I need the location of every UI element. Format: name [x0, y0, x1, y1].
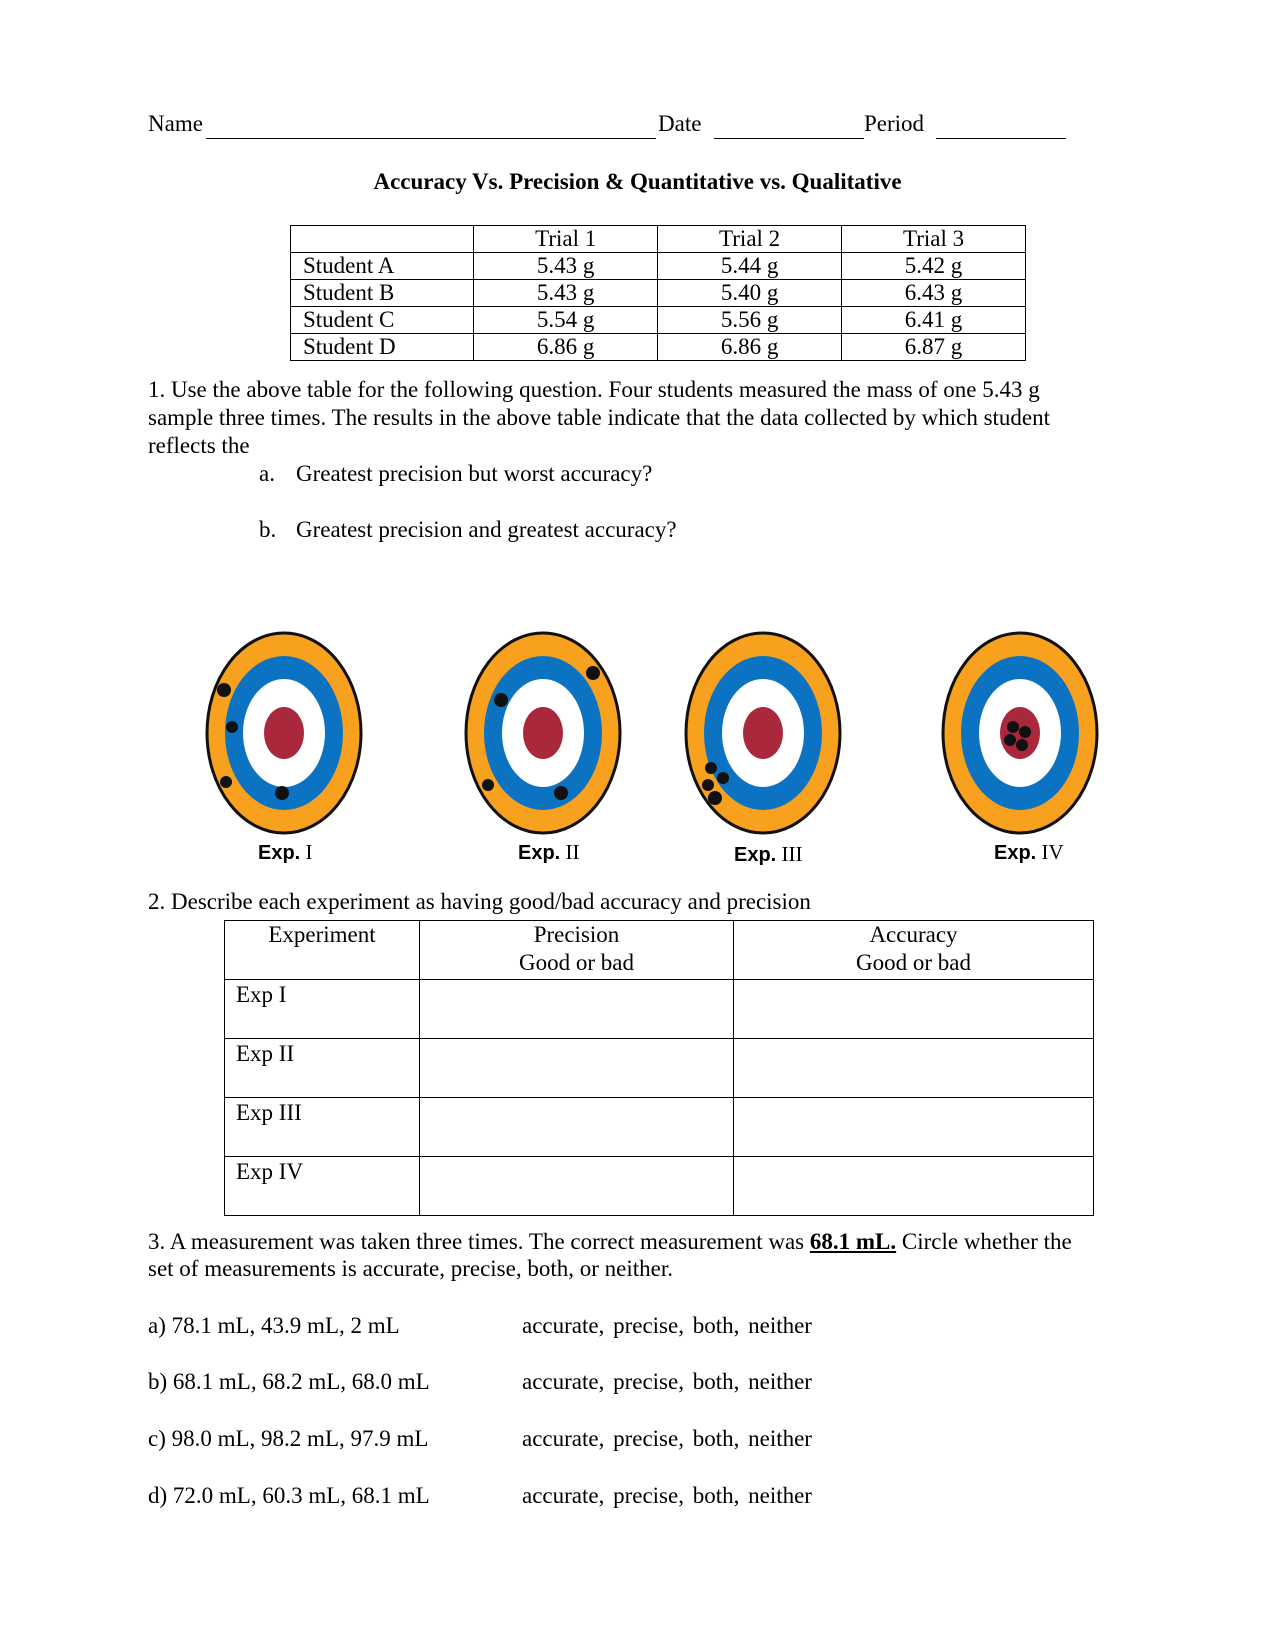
date-blank[interactable] [714, 138, 864, 139]
table-row [291, 334, 1026, 361]
exp-numeral: III [781, 842, 803, 866]
q1a-letter: a. [259, 461, 275, 486]
table-row [225, 1098, 1094, 1157]
precision-answer-cell[interactable] [420, 1098, 734, 1157]
q1b-text: Greatest precision and greatest accuracy? [296, 517, 677, 542]
q1-line2: sample three times. The results in the above table indicate that the data collected by which student [148, 405, 1051, 430]
table-header-row [291, 226, 1026, 253]
q1-line3: reflects the [148, 433, 250, 458]
exp-numeral: IV [1041, 840, 1064, 864]
table-row [291, 253, 1026, 280]
col-accuracy-label: Accuracy [869, 922, 958, 947]
exp-label-1 [258, 842, 313, 863]
accuracy-answer-cell[interactable] [734, 1098, 1094, 1157]
experiment-label: Exp I [225, 980, 420, 1039]
period-blank[interactable] [936, 138, 1066, 139]
table-row [225, 1039, 1094, 1098]
col-experiment [225, 921, 420, 980]
period-label: Period [864, 111, 925, 136]
measurement-set: b) 68.1 mL, 68.2 mL, 68.0 mL [148, 1369, 430, 1394]
measurement-set: c) 98.0 mL, 98.2 mL, 97.9 mL [148, 1426, 429, 1451]
q1-line1: 1. Use the above table for the following question. Four students measured the mass of one 5.43 g [148, 377, 1040, 402]
exp-numeral: I [305, 840, 313, 864]
choice-options[interactable]: accurate, precise, both, neither [522, 1483, 812, 1508]
exp-numeral: II [565, 840, 580, 864]
precision-answer-cell[interactable] [420, 1157, 734, 1216]
q3-prompt-before: 3. A measurement was taken three times. The correct measurement was [148, 1229, 810, 1254]
table-row [225, 980, 1094, 1039]
mass-value: 6.41 g [842, 307, 1026, 334]
question-1 [148, 376, 1148, 460]
target-exp-4 [940, 630, 1100, 836]
accuracy-answer-cell[interactable] [734, 1039, 1094, 1098]
student-label: Student C [291, 307, 474, 334]
q3-prompt-line2: set of measurements is accurate, precise, both, or neither. [148, 1256, 673, 1281]
mass-value: 6.87 g [842, 334, 1026, 361]
experiment-table [224, 920, 1094, 1216]
exp-label-3 [734, 844, 802, 865]
name-blank[interactable] [206, 138, 656, 139]
accuracy-answer-cell[interactable] [734, 980, 1094, 1039]
q3-correct-value: 68.1 mL. [809, 1229, 897, 1254]
measurement-set: a) 78.1 mL, 43.9 mL, 2 mL [148, 1313, 400, 1338]
experiment-label: Exp III [225, 1098, 420, 1157]
mass-value: 6.86 g [474, 334, 658, 361]
experiment-label: Exp IV [225, 1157, 420, 1216]
q3-prompt-line1 [148, 1230, 1072, 1253]
col-precision-sub: Good or bad [519, 950, 634, 975]
choice-options[interactable]: accurate, precise, both, neither [522, 1313, 812, 1338]
page-title: Accuracy Vs. Precision & Quantitative vs. Qualitative [373, 169, 902, 194]
col-accuracy-sub: Good or bad [856, 950, 971, 975]
table-row [225, 1157, 1094, 1216]
table-header-trial3: Trial 3 [842, 226, 1026, 253]
mass-value: 5.56 g [658, 307, 842, 334]
exp-prefix: Exp. [518, 842, 561, 864]
mass-value: 5.40 g [658, 280, 842, 307]
mass-value: 5.42 g [842, 253, 1026, 280]
q2-prompt: 2. Describe each experiment as having good/bad accuracy and precision [148, 889, 811, 914]
table-header-blank [291, 226, 474, 253]
choice-options[interactable]: accurate, precise, both, neither [522, 1426, 812, 1451]
col-precision-label: Precision [533, 922, 620, 947]
precision-answer-cell[interactable] [420, 980, 734, 1039]
exp-prefix: Exp. [734, 844, 777, 866]
target-exp-2 [463, 630, 623, 836]
exp-prefix: Exp. [258, 842, 301, 864]
student-label: Student B [291, 280, 474, 307]
col-experiment-label: Experiment [268, 922, 376, 947]
table-row [291, 280, 1026, 307]
exp-prefix: Exp. [994, 842, 1037, 864]
table-header-trial2: Trial 2 [658, 226, 842, 253]
student-label: Student D [291, 334, 474, 361]
mass-value: 6.43 g [842, 280, 1026, 307]
accuracy-answer-cell[interactable] [734, 1157, 1094, 1216]
mass-value: 5.43 g [474, 280, 658, 307]
q3-prompt-after: Circle whether the [896, 1229, 1072, 1254]
table-header-trial1: Trial 1 [474, 226, 658, 253]
col-precision [420, 921, 734, 980]
target-exp-1 [204, 630, 364, 836]
q1a-text: Greatest precision but worst accuracy? [296, 461, 653, 486]
precision-answer-cell[interactable] [420, 1039, 734, 1098]
target-exp-3 [683, 630, 843, 836]
experiment-label: Exp II [225, 1039, 420, 1098]
mass-table [290, 225, 1026, 361]
choice-options[interactable]: accurate, precise, both, neither [522, 1369, 812, 1394]
table-header-row [225, 921, 1094, 980]
mass-value: 6.86 g [658, 334, 842, 361]
measurement-set: d) 72.0 mL, 60.3 mL, 68.1 mL [148, 1483, 430, 1508]
mass-value: 5.44 g [658, 253, 842, 280]
mass-value: 5.54 g [474, 307, 658, 334]
date-label: Date [658, 111, 702, 136]
mass-value: 5.43 g [474, 253, 658, 280]
exp-label-4 [994, 842, 1064, 863]
exp-label-2 [518, 842, 580, 863]
table-row [291, 307, 1026, 334]
header-line [148, 112, 1098, 142]
q1b-letter: b. [259, 517, 277, 542]
student-label: Student A [291, 253, 474, 280]
col-accuracy [734, 921, 1094, 980]
name-label: Name [148, 111, 203, 136]
